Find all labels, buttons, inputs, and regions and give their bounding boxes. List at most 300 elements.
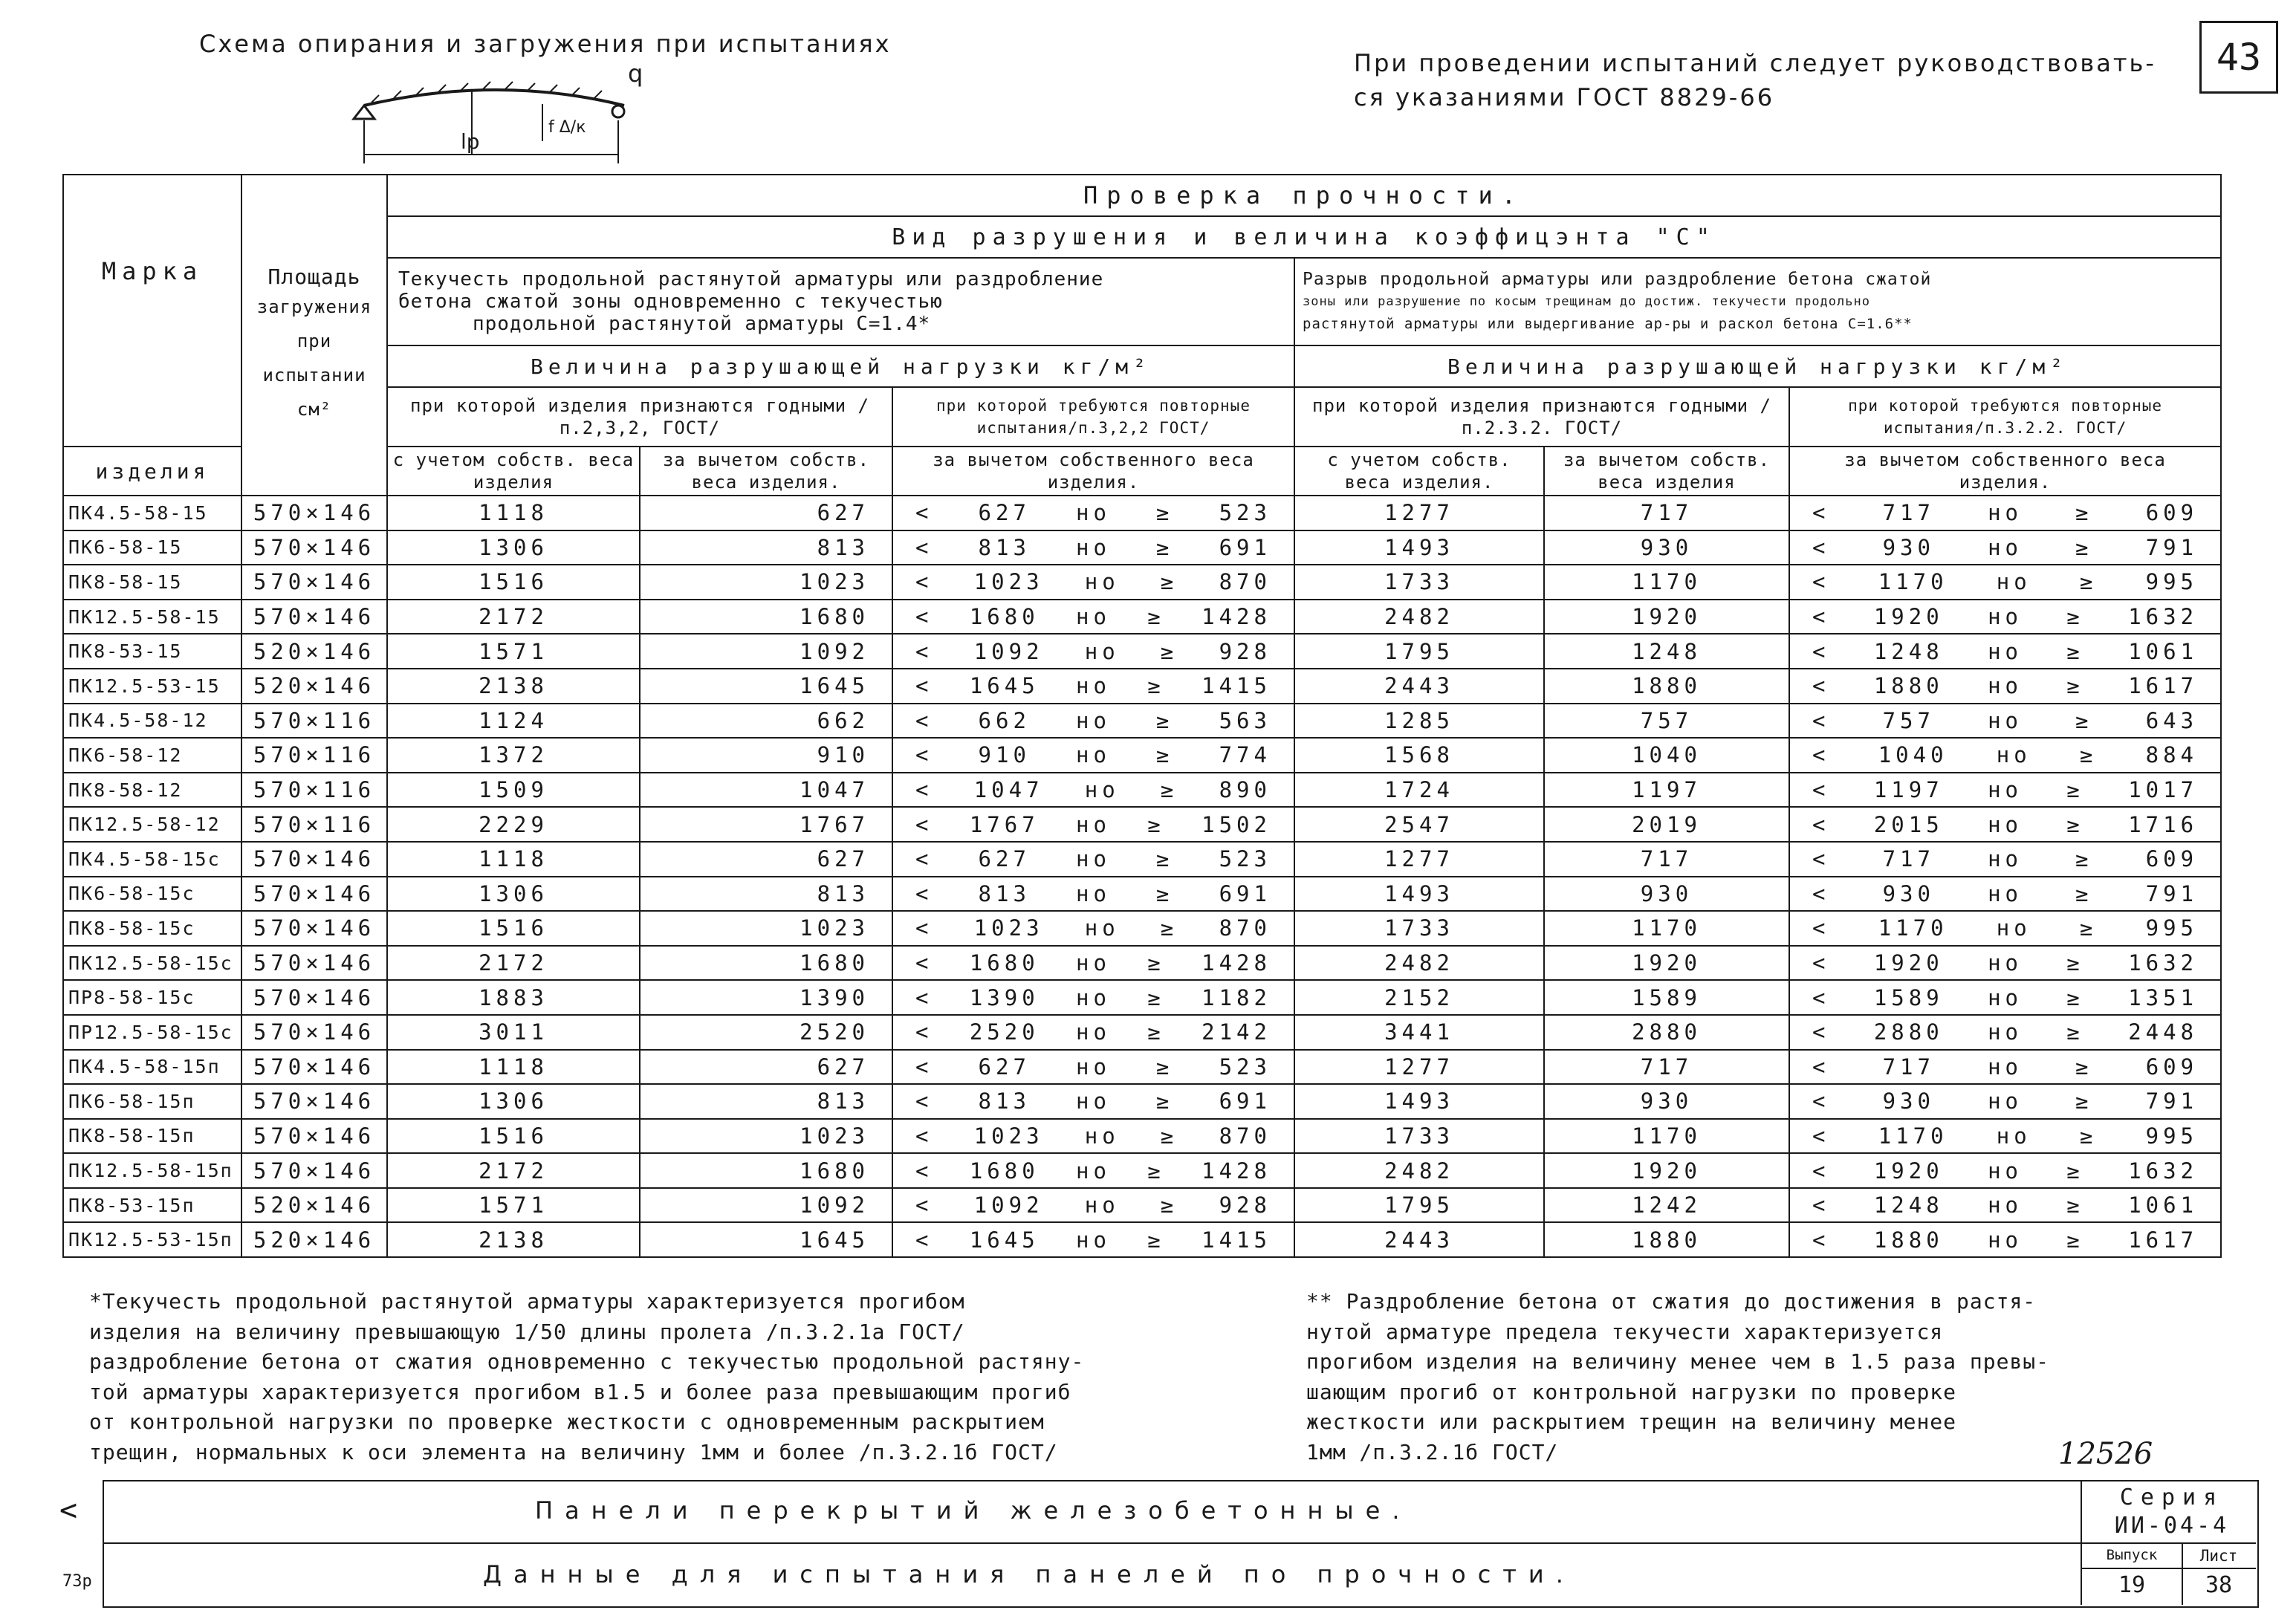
range-low: 1040 [1878, 742, 1948, 768]
less-than-sign: < [915, 500, 933, 526]
group2-line2: зоны или разрушение по косым трещинам до достиж. текучести продольно [1303, 294, 1870, 309]
range-low: 2520 [969, 1019, 1040, 1045]
range-high: 643 [2145, 707, 2199, 733]
cell-fit2-minus-own: 930 [1544, 1084, 1789, 1119]
less-than-sign: < [1812, 880, 1830, 906]
cell-fit-minus-own: 2520 [640, 1015, 892, 1050]
cell-fit2-minus-own: 2019 [1544, 807, 1789, 842]
load-hatch [372, 82, 602, 103]
range-high: 791 [2145, 534, 2199, 560]
ge-sign: ≥ [1156, 534, 1174, 560]
cell-area: 570×146 [241, 877, 387, 912]
cell-fit-minus-own: 1645 [640, 669, 892, 704]
cell-retest2-range [1789, 842, 2221, 877]
gost-note-line1: При проведении испытаний следует руководствовать- [1354, 49, 2156, 77]
range-high: 1351 [2128, 984, 2199, 1010]
less-than-sign: < [915, 638, 933, 664]
less-than-sign: < [915, 569, 933, 595]
but-word: но [1988, 1192, 2023, 1218]
ge-sign: ≥ [1156, 880, 1174, 906]
range-high: 1415 [1201, 673, 1271, 699]
less-than-sign: < [1812, 950, 1830, 976]
but-word: но [1084, 569, 1120, 595]
cell-retest-range [892, 807, 1294, 842]
cell-fit2-minus-own: 717 [1544, 496, 1789, 530]
cell-fit2-minus-own: 2880 [1544, 1015, 1789, 1050]
issue-value: 19 [2118, 1572, 2146, 1598]
cell-fit-with-own: 1124 [387, 704, 640, 739]
range-high: 1617 [2128, 673, 2199, 699]
group1-line1: Текучесть продольной растянутой арматуры или раздробление [398, 268, 1104, 291]
cell-retest2-range [1789, 946, 2221, 981]
range-high: 1415 [1201, 1227, 1271, 1253]
but-word: но [1076, 1054, 1111, 1080]
range-low: 910 [978, 742, 1031, 768]
ge-sign: ≥ [1160, 915, 1178, 941]
but-word: но [1084, 638, 1120, 664]
table-row [63, 980, 2221, 1015]
cell-fit2-with-own: 1568 [1294, 738, 1544, 773]
group2-line3: растянутой арматуры или выдергивание ар-ры и раскол бетона С=1.6** [1303, 316, 1913, 332]
table-row [63, 1119, 2221, 1154]
range-low: 813 [978, 534, 1031, 560]
but-word: но [1076, 707, 1111, 733]
loading-scheme-diagram [342, 59, 654, 171]
cell-mark: ПК6-58-15п [63, 1084, 241, 1119]
with-own-1: с учетом собств. веса изделия [387, 447, 640, 496]
cell-fit2-minus-own: 1170 [1544, 911, 1789, 946]
but-word: но [1076, 604, 1111, 630]
range-high: 1632 [2128, 1158, 2199, 1184]
range-low: 1880 [1873, 673, 1944, 699]
less-than-sign: < [915, 1192, 933, 1218]
range-high: 691 [1219, 534, 1271, 560]
cell-area: 520×146 [241, 634, 387, 669]
cell-mark: ПК8-58-12 [63, 773, 241, 808]
less-than-sign: < [915, 984, 933, 1010]
cell-retest2-range [1789, 738, 2221, 773]
issue-label: Выпуск [2106, 1547, 2158, 1563]
less-than-sign: < [915, 1227, 933, 1253]
note-left-line: от контрольной нагрузки по проверке жесткости с одновременным раскрытием [89, 1409, 1045, 1434]
cell-fit-with-own: 2229 [387, 807, 640, 842]
range-low: 1589 [1873, 984, 1944, 1010]
but-word: но [1988, 1158, 2023, 1184]
cell-fit2-minus-own: 1197 [1544, 773, 1789, 808]
cell-retest-range [892, 565, 1294, 600]
less-than-sign: < [915, 1088, 933, 1114]
minus-own-long-2: за вычетом собственного веса изделия. [1789, 447, 2221, 496]
but-word: но [1076, 1088, 1111, 1114]
table-row [63, 877, 2221, 912]
series-label: Серия [2119, 1484, 2225, 1510]
ge-sign: ≥ [2066, 1227, 2084, 1253]
title-line-1: Панели перекрытий железобетонные. [535, 1496, 1412, 1525]
range-low: 757 [1882, 707, 1935, 733]
table-row [63, 1015, 2221, 1050]
cell-area: 570×146 [241, 1153, 387, 1188]
cell-fit-with-own: 2172 [387, 600, 640, 635]
cell-fit2-with-own: 1733 [1294, 1119, 1544, 1154]
range-low: 1248 [1873, 1192, 1944, 1218]
ge-sign: ≥ [2079, 569, 2098, 595]
range-high: 523 [1219, 1054, 1271, 1080]
range-high: 928 [1219, 638, 1271, 664]
cell-area: 570×116 [241, 704, 387, 739]
but-word: но [1076, 811, 1111, 837]
range-high: 2142 [1201, 1019, 1271, 1045]
cell-retest-range [892, 980, 1294, 1015]
cell-area: 570×146 [241, 496, 387, 530]
but-word: но [1996, 915, 2031, 941]
range-high: 1428 [1201, 1158, 1271, 1184]
strength-table [62, 174, 2222, 1258]
load-header-2: Величина разрушающей нагрузки кг/м² [1294, 345, 2221, 387]
cell-fit-with-own: 1118 [387, 496, 640, 530]
ge-sign: ≥ [2075, 500, 2093, 526]
cell-retest-range [892, 911, 1294, 946]
but-word: но [1084, 1123, 1120, 1149]
ge-sign: ≥ [1147, 604, 1165, 630]
note-right-line: ** Раздробление бетона от сжатия до достижения в растя- [1306, 1289, 2037, 1314]
ge-sign: ≥ [2066, 1019, 2084, 1045]
but-word: но [1076, 1019, 1111, 1045]
group2-line1: Разрыв продольной арматуры или раздробление бетона сжатой [1303, 270, 1932, 289]
cell-retest2-range [1789, 773, 2221, 808]
less-than-sign: < [915, 811, 933, 837]
group1-line3: продольной растянутой арматуры C=1.4* [473, 313, 931, 335]
table-row [63, 946, 2221, 981]
cell-mark: ПК12.5-58-12 [63, 807, 241, 842]
but-word: но [1988, 638, 2023, 664]
less-than-sign: < [915, 1054, 933, 1080]
cell-fit2-with-own: 2482 [1294, 600, 1544, 635]
cell-fit-minus-own: 813 [640, 1084, 892, 1119]
cell-area: 570×146 [241, 530, 387, 565]
scheme-title: Схема опирания и загружения при испытаниях [199, 30, 892, 58]
range-high: 791 [2145, 1088, 2199, 1114]
range-high: 870 [1219, 569, 1271, 595]
but-word: но [1988, 534, 2023, 560]
range-low: 717 [1882, 500, 1935, 526]
ge-sign: ≥ [1147, 673, 1165, 699]
less-than-sign: < [915, 846, 933, 872]
ge-sign: ≥ [1156, 707, 1174, 733]
cell-fit-with-own: 1306 [387, 877, 640, 912]
cell-fit2-minus-own: 717 [1544, 842, 1789, 877]
cell-fit2-minus-own: 757 [1544, 704, 1789, 739]
load-header-1: Величина разрушающей нагрузки кг/м² [387, 345, 1294, 387]
cell-fit-minus-own: 1092 [640, 1188, 892, 1223]
range-low: 930 [1882, 534, 1935, 560]
but-word: но [1076, 984, 1111, 1010]
but-word: но [1988, 950, 2023, 976]
cell-retest-range [892, 1222, 1294, 1257]
cell-mark: ПР8-58-15с [63, 980, 241, 1015]
table-row [63, 496, 2221, 530]
range-low: 1920 [1873, 950, 1944, 976]
range-high: 1716 [2128, 811, 2199, 837]
cell-retest-range [892, 634, 1294, 669]
range-low: 1645 [969, 673, 1040, 699]
ge-sign: ≥ [2075, 1088, 2093, 1114]
cell-mark: ПК4.5-58-15 [63, 496, 241, 530]
col-area-unit: см² [296, 399, 332, 420]
cell-retest2-range [1789, 911, 2221, 946]
range-high: 2448 [2128, 1019, 2199, 1045]
cell-mark: ПК4.5-58-12 [63, 704, 241, 739]
but-word: но [1084, 777, 1120, 803]
ge-sign: ≥ [2066, 604, 2084, 630]
ge-sign: ≥ [2079, 1123, 2098, 1149]
cell-mark: ПК8-53-15п [63, 1188, 241, 1223]
range-high: 995 [2145, 569, 2199, 595]
f-label: f Δ/к [548, 118, 586, 137]
range-high: 609 [2145, 500, 2199, 526]
cell-mark: ПК6-58-12 [63, 738, 241, 773]
table-row [63, 669, 2221, 704]
less-than-sign: < [915, 673, 933, 699]
title-line-2: Данные для испытания панелей по прочности. [483, 1560, 1575, 1588]
cell-fit-with-own: 2172 [387, 1153, 640, 1188]
cell-fit-minus-own: 1047 [640, 773, 892, 808]
but-word: но [1076, 1158, 1111, 1184]
cell-retest-range [892, 530, 1294, 565]
cell-fit-minus-own: 1092 [640, 634, 892, 669]
cell-mark: ПК8-58-15п [63, 1119, 241, 1154]
but-word: но [1996, 569, 2031, 595]
minus-own-2: за вычетом собств. веса изделия [1544, 447, 1789, 496]
beam-arc [364, 90, 624, 106]
cell-retest2-range [1789, 530, 2221, 565]
cell-fit-minus-own: 627 [640, 1050, 892, 1085]
range-high: 691 [1219, 880, 1271, 906]
less-than-sign: < [1812, 500, 1830, 526]
table-row [63, 530, 2221, 565]
cell-mark: ПК8-58-15с [63, 911, 241, 946]
cell-fit2-minus-own: 1248 [1544, 634, 1789, 669]
range-low: 717 [1882, 1054, 1935, 1080]
range-high: 691 [1219, 1088, 1271, 1114]
col-area-line1: Площадь [267, 264, 361, 289]
cell-fit2-with-own: 1795 [1294, 634, 1544, 669]
range-high: 609 [2145, 1054, 2199, 1080]
but-word: но [1988, 880, 2023, 906]
cell-fit2-with-own: 3441 [1294, 1015, 1544, 1050]
range-low: 627 [978, 846, 1031, 872]
cell-retest2-range [1789, 1153, 2221, 1188]
ge-sign: ≥ [2066, 984, 2084, 1010]
sheet-number-box: 43 [2199, 21, 2278, 94]
cell-fit2-minus-own: 1880 [1544, 669, 1789, 704]
range-high: 928 [1219, 1192, 1271, 1218]
cell-retest-range [892, 946, 1294, 981]
cell-mark: ПК6-58-15с [63, 877, 241, 912]
cell-fit-with-own: 1372 [387, 738, 640, 773]
range-low: 662 [978, 707, 1031, 733]
archive-stamp: 12526 [2058, 1437, 2153, 1471]
cell-retest2-range [1789, 1119, 2221, 1154]
cell-fit-with-own: 3011 [387, 1015, 640, 1050]
minus-own-1: за вычетом собств. веса изделия. [640, 447, 892, 496]
less-than-sign: < [915, 742, 933, 768]
cell-area: 570×146 [241, 1015, 387, 1050]
cell-retest2-range [1789, 877, 2221, 912]
sheet-value: 38 [2205, 1572, 2233, 1598]
but-word: но [1076, 500, 1111, 526]
range-high: 1061 [2128, 1192, 2199, 1218]
less-than-sign: < [915, 950, 933, 976]
range-high: 1182 [1201, 984, 1271, 1010]
less-than-sign: < [1812, 984, 1830, 1010]
range-low: 1920 [1873, 1158, 1944, 1184]
but-word: но [1988, 1019, 2023, 1045]
range-low: 1170 [1878, 1123, 1948, 1149]
range-high: 1061 [2128, 638, 2199, 664]
table-row [63, 1188, 2221, 1223]
range-low: 2880 [1873, 1019, 1944, 1045]
less-than-sign: < [1812, 569, 1830, 595]
range-low: 1092 [973, 638, 1044, 664]
less-than-sign: < [915, 915, 933, 941]
cell-fit-with-own: 1571 [387, 634, 640, 669]
less-than-sign: < [1812, 742, 1830, 768]
cell-mark: ПК8-58-15 [63, 565, 241, 600]
cell-area: 570×146 [241, 1084, 387, 1119]
fit-header-2: при которой изделия признаются годными / п.2.3.2. ГОСТ/ [1294, 387, 1789, 447]
group1-line2: бетона сжатой зоны одновременно с текучестью [398, 291, 943, 313]
less-than-sign: < [1812, 638, 1830, 664]
cell-fit-with-own: 1118 [387, 842, 640, 877]
range-low: 1197 [1873, 777, 1944, 803]
series-value: ИИ-04-4 [2114, 1513, 2230, 1539]
cell-fit2-with-own: 1277 [1294, 842, 1544, 877]
note-right-line: прогибом изделия на величину менее чем в 1.5 раза превы- [1306, 1349, 2050, 1374]
ge-sign: ≥ [1147, 1019, 1165, 1045]
cell-mark: ПК4.5-58-15п [63, 1050, 241, 1085]
cell-fit-with-own: 1516 [387, 1119, 640, 1154]
ge-sign: ≥ [1156, 742, 1174, 768]
cell-area: 570×146 [241, 842, 387, 877]
ge-sign: ≥ [2075, 1054, 2093, 1080]
but-word: но [1076, 950, 1111, 976]
range-low: 1170 [1878, 569, 1948, 595]
cell-retest-range [892, 1050, 1294, 1085]
less-than-sign: < [915, 1019, 933, 1045]
cell-mark: ПК4.5-58-15с [63, 842, 241, 877]
cell-fit2-minus-own: 1170 [1544, 565, 1789, 600]
cell-fit-with-own: 2138 [387, 1222, 640, 1257]
but-word: но [1988, 500, 2023, 526]
cell-fit-minus-own: 813 [640, 877, 892, 912]
less-than-sign: < [1812, 1019, 1830, 1045]
col-mark-header: Марка [101, 257, 204, 285]
cell-area: 570×146 [241, 980, 387, 1015]
cell-retest2-range [1789, 1084, 2221, 1119]
cell-mark: ПК12.5-58-15п [63, 1153, 241, 1188]
cell-fit-minus-own: 1680 [640, 946, 892, 981]
ge-sign: ≥ [1160, 1123, 1178, 1149]
range-high: 563 [1219, 707, 1271, 733]
cell-fit2-minus-own: 930 [1544, 530, 1789, 565]
but-word: но [1988, 673, 2023, 699]
less-than-sign: < [1812, 707, 1830, 733]
but-word: но [1988, 984, 2023, 1010]
but-word: но [1996, 742, 2031, 768]
cell-area: 570×116 [241, 738, 387, 773]
but-word: но [1076, 880, 1111, 906]
ge-sign: ≥ [1147, 984, 1165, 1010]
note-right-line: шающим прогиб от контрольной нагрузки по проверке [1306, 1379, 1957, 1404]
cell-retest-range [892, 1015, 1294, 1050]
range-high: 995 [2145, 915, 2199, 941]
cell-retest2-range [1789, 980, 2221, 1015]
but-word: но [1084, 915, 1120, 941]
cell-fit2-with-own: 1795 [1294, 1188, 1544, 1223]
ge-sign: ≥ [2066, 777, 2084, 803]
less-than-sign: < [1812, 1158, 1830, 1184]
table-row [63, 1084, 2221, 1119]
cell-retest2-range [1789, 1188, 2221, 1223]
less-than-sign: < [915, 1158, 933, 1184]
less-than-sign: < [915, 534, 933, 560]
cell-fit-with-own: 1118 [387, 1050, 640, 1085]
range-low: 1023 [973, 1123, 1044, 1149]
ge-sign: ≥ [2066, 1158, 2084, 1184]
but-word: но [1076, 673, 1111, 699]
cell-area: 520×146 [241, 1188, 387, 1223]
fit-header-1: при которой изделия признаются годными /п.2,3,2, ГОСТ/ [387, 387, 892, 447]
less-than-sign: < [915, 880, 933, 906]
cell-retest-range [892, 773, 1294, 808]
retest-header-2: при которой требуются повторные испытания/п.3.2.2. ГОСТ/ [1789, 387, 2221, 447]
range-high: 1502 [1201, 811, 1271, 837]
cell-mark: ПК12.5-58-15с [63, 946, 241, 981]
cell-mark: ПР12.5-58-15с [63, 1015, 241, 1050]
range-low: 1645 [969, 1227, 1040, 1253]
but-word: но [1988, 846, 2023, 872]
ge-sign: ≥ [2066, 673, 2084, 699]
less-than-sign: < [1812, 846, 1830, 872]
range-low: 813 [978, 1088, 1031, 1114]
but-word: но [1988, 1088, 2023, 1114]
less-than-sign: < [1812, 811, 1830, 837]
cell-fit-with-own: 2138 [387, 669, 640, 704]
less-than-sign: < [1812, 1054, 1830, 1080]
range-low: 1248 [1873, 638, 1944, 664]
cell-retest-range [892, 669, 1294, 704]
less-than-sign: < [1812, 534, 1830, 560]
cell-retest2-range [1789, 496, 2221, 530]
but-word: но [1084, 1192, 1120, 1218]
cell-fit-with-own: 1509 [387, 773, 640, 808]
note-left-line: изделия на величину превышающую 1/50 длины пролета /п.3.2.1а ГОСТ/ [89, 1319, 965, 1344]
cell-mark: ПК6-58-15 [63, 530, 241, 565]
cell-retest-range [892, 1084, 1294, 1119]
less-than-sign: < [915, 707, 933, 733]
range-high: 1632 [2128, 950, 2199, 976]
less-than-sign: < [1812, 915, 1830, 941]
less-than-sign: < [1812, 1088, 1830, 1114]
cell-fit2-minus-own: 1880 [1544, 1222, 1789, 1257]
but-word: но [1988, 604, 2023, 630]
less-than-sign: < [1812, 673, 1830, 699]
cell-mark: ПК12.5-53-15п [63, 1222, 241, 1257]
ge-sign: ≥ [1156, 1088, 1174, 1114]
ge-sign: ≥ [1147, 1227, 1165, 1253]
range-low: 1092 [973, 1192, 1044, 1218]
cell-retest-range [892, 738, 1294, 773]
